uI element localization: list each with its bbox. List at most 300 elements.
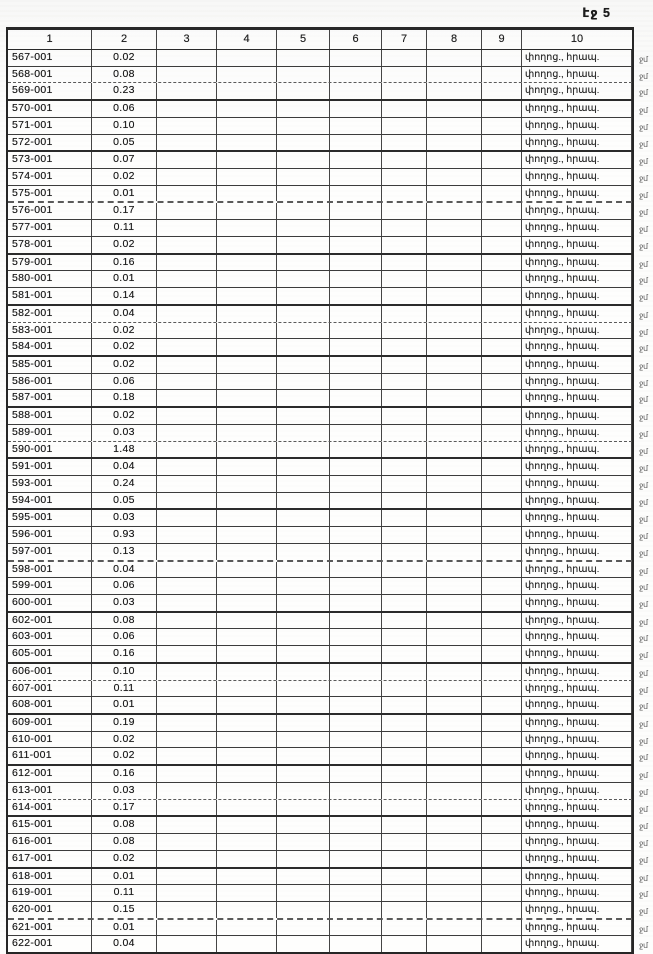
empty-cell <box>427 459 482 475</box>
empty-cell <box>330 885 382 901</box>
empty-cell <box>482 50 522 66</box>
empty-cell <box>277 629 330 645</box>
margin-mark: ջմ <box>639 480 648 490</box>
empty-cell <box>277 408 330 424</box>
empty-cell <box>482 613 522 629</box>
empty-cell <box>217 67 277 83</box>
parcel-code-cell: 616-001 <box>8 834 92 850</box>
empty-cell <box>157 390 217 406</box>
empty-cell <box>157 220 217 236</box>
table-row <box>8 442 648 460</box>
empty-cell <box>157 869 217 885</box>
empty-cell <box>217 459 277 475</box>
empty-cell <box>217 766 277 782</box>
empty-cell <box>277 783 330 799</box>
empty-cell <box>277 562 330 578</box>
empty-cell <box>382 613 427 629</box>
empty-cell <box>330 255 382 271</box>
margin-mark: ջմ <box>639 720 648 730</box>
area-value-cell: 0.03 <box>92 425 157 441</box>
empty-cell <box>382 681 427 697</box>
margin-mark: ջմ <box>639 822 648 832</box>
note-cell: փողոց., հրապ. <box>521 748 632 764</box>
column-header: 1 <box>8 30 92 49</box>
empty-cell <box>427 544 482 560</box>
empty-cell <box>427 783 482 799</box>
area-value-cell: 0.11 <box>92 681 157 697</box>
margin-mark: ջմ <box>639 259 648 269</box>
area-value-cell: 0.08 <box>92 817 157 833</box>
empty-cell <box>330 83 382 99</box>
empty-cell <box>482 118 522 134</box>
empty-cell <box>330 510 382 526</box>
empty-cell <box>482 169 522 185</box>
empty-cell <box>382 169 427 185</box>
empty-cell <box>427 50 482 66</box>
area-value-cell: 0.06 <box>92 101 157 117</box>
parcel-code-cell: 585-001 <box>8 357 92 373</box>
empty-cell <box>217 715 277 731</box>
empty-cell <box>482 510 522 526</box>
note-cell: փողոց., հրապ. <box>521 544 632 560</box>
margin-mark: ջմ <box>639 395 648 405</box>
empty-cell <box>217 50 277 66</box>
empty-cell <box>382 646 427 662</box>
table-row <box>8 697 648 715</box>
empty-cell <box>157 339 217 355</box>
margin-mark: ջմ <box>639 174 648 184</box>
empty-cell <box>217 118 277 134</box>
empty-cell <box>482 869 522 885</box>
empty-cell <box>427 646 482 662</box>
empty-cell <box>277 834 330 850</box>
empty-cell <box>277 459 330 475</box>
empty-cell <box>482 681 522 697</box>
area-value-cell: 0.03 <box>92 595 157 611</box>
column-header: 4 <box>217 30 277 49</box>
empty-cell <box>157 697 217 713</box>
parcel-code-cell: 578-001 <box>8 237 92 253</box>
parcel-code-cell: 603-001 <box>8 629 92 645</box>
empty-cell <box>482 920 522 936</box>
empty-cell <box>157 510 217 526</box>
empty-cell <box>382 374 427 390</box>
empty-cell <box>427 715 482 731</box>
empty-cell <box>157 169 217 185</box>
note-cell: փողոց., հրապ. <box>521 885 632 901</box>
empty-cell <box>277 118 330 134</box>
parcel-code-cell: 613-001 <box>8 783 92 799</box>
empty-cell <box>330 766 382 782</box>
parcel-code-cell: 609-001 <box>8 715 92 731</box>
table-row <box>8 493 648 511</box>
empty-cell <box>217 83 277 99</box>
empty-cell <box>482 936 522 952</box>
empty-cell <box>427 390 482 406</box>
note-cell: փողոց., հրապ. <box>521 783 632 799</box>
empty-cell <box>217 152 277 168</box>
empty-cell <box>382 442 427 458</box>
margin-mark: ջմ <box>639 753 648 763</box>
empty-cell <box>277 390 330 406</box>
table-row <box>8 817 648 834</box>
area-value-cell: 0.16 <box>92 646 157 662</box>
empty-cell <box>382 748 427 764</box>
note-cell: փողոց., հրապ. <box>521 186 632 202</box>
table-row <box>8 357 648 374</box>
empty-cell <box>427 442 482 458</box>
empty-cell <box>427 885 482 901</box>
parcel-code-cell: 608-001 <box>8 697 92 713</box>
note-cell: փողոց., հրապ. <box>521 664 632 680</box>
empty-cell <box>217 288 277 304</box>
empty-cell <box>427 255 482 271</box>
empty-cell <box>482 390 522 406</box>
empty-cell <box>382 544 427 560</box>
empty-cell <box>277 510 330 526</box>
empty-cell <box>427 374 482 390</box>
note-cell: փողոց., հրապ. <box>521 306 632 322</box>
empty-cell <box>217 271 277 287</box>
empty-cell <box>382 408 427 424</box>
margin-mark: ջմ <box>639 122 648 132</box>
parcel-code-cell: 588-001 <box>8 408 92 424</box>
empty-cell <box>217 851 277 867</box>
note-cell: փողոց., հրապ. <box>521 442 632 458</box>
parcel-code-cell: 567-001 <box>8 50 92 66</box>
empty-cell <box>482 697 522 713</box>
empty-cell <box>330 237 382 253</box>
table-row <box>8 135 648 153</box>
empty-cell <box>157 255 217 271</box>
area-value-cell: 0.08 <box>92 834 157 850</box>
note-cell: փողոց., հրապ. <box>521 271 632 287</box>
empty-cell <box>330 220 382 236</box>
note-cell: փողոց., հրապ. <box>521 83 632 99</box>
empty-cell <box>382 817 427 833</box>
margin-mark: ջմ <box>639 225 648 235</box>
margin-mark: ջմ <box>639 532 648 542</box>
empty-cell <box>382 306 427 322</box>
empty-cell <box>217 374 277 390</box>
empty-cell <box>482 255 522 271</box>
empty-cell <box>277 851 330 867</box>
empty-cell <box>330 646 382 662</box>
empty-cell <box>277 681 330 697</box>
empty-cell <box>277 613 330 629</box>
area-value-cell: 0.13 <box>92 544 157 560</box>
empty-cell <box>482 527 522 543</box>
margin-mark: ջմ <box>639 787 648 797</box>
empty-cell <box>277 255 330 271</box>
margin-mark: ջմ <box>639 157 648 167</box>
margin-mark: ջմ <box>639 361 648 371</box>
table-row <box>8 152 648 169</box>
empty-cell <box>330 800 382 816</box>
table-row <box>8 902 648 920</box>
area-value-cell: 0.02 <box>92 50 157 66</box>
empty-cell <box>382 578 427 594</box>
empty-cell <box>382 118 427 134</box>
area-value-cell: 0.05 <box>92 135 157 151</box>
empty-cell <box>330 271 382 287</box>
empty-cell <box>217 220 277 236</box>
empty-cell <box>277 169 330 185</box>
empty-cell <box>277 135 330 151</box>
empty-cell <box>330 902 382 918</box>
empty-cell <box>427 323 482 339</box>
empty-cell <box>382 834 427 850</box>
empty-cell <box>427 629 482 645</box>
empty-cell <box>382 851 427 867</box>
empty-cell <box>217 613 277 629</box>
empty-cell <box>482 339 522 355</box>
empty-cell <box>217 442 277 458</box>
empty-cell <box>217 748 277 764</box>
empty-cell <box>482 766 522 782</box>
empty-cell <box>157 613 217 629</box>
empty-cell <box>157 288 217 304</box>
parcel-code-cell: 619-001 <box>8 885 92 901</box>
empty-cell <box>217 255 277 271</box>
margin-mark: ջմ <box>639 873 648 883</box>
empty-cell <box>217 646 277 662</box>
empty-cell <box>157 766 217 782</box>
note-cell: փողոց., հրապ. <box>521 459 632 475</box>
empty-cell <box>217 697 277 713</box>
note-cell: փողոց., հրապ. <box>521 851 632 867</box>
area-value-cell: 0.11 <box>92 885 157 901</box>
empty-cell <box>217 510 277 526</box>
table-row <box>8 595 648 613</box>
empty-cell <box>330 869 382 885</box>
empty-cell <box>330 936 382 952</box>
empty-cell <box>427 851 482 867</box>
empty-cell <box>157 186 217 202</box>
empty-cell <box>330 374 382 390</box>
empty-cell <box>382 390 427 406</box>
empty-cell <box>157 664 217 680</box>
empty-cell <box>427 697 482 713</box>
empty-cell <box>330 408 382 424</box>
empty-cell <box>482 152 522 168</box>
empty-cell <box>382 885 427 901</box>
empty-cell <box>330 817 382 833</box>
empty-cell <box>330 697 382 713</box>
empty-cell <box>427 169 482 185</box>
margin-mark: ջմ <box>639 617 648 627</box>
empty-cell <box>427 766 482 782</box>
empty-cell <box>277 288 330 304</box>
empty-cell <box>482 374 522 390</box>
empty-cell <box>217 544 277 560</box>
note-cell: փողոց., հրապ. <box>521 67 632 83</box>
empty-cell <box>427 748 482 764</box>
empty-cell <box>427 306 482 322</box>
note-cell: փողոց., հրապ. <box>521 817 632 833</box>
empty-cell <box>382 715 427 731</box>
empty-cell <box>157 834 217 850</box>
empty-cell <box>382 152 427 168</box>
parcel-code-cell: 607-001 <box>8 681 92 697</box>
empty-cell <box>330 425 382 441</box>
table-body <box>8 50 648 952</box>
parcel-code-cell: 586-001 <box>8 374 92 390</box>
margin-mark: ջմ <box>639 497 648 507</box>
area-value-cell: 0.01 <box>92 920 157 936</box>
empty-cell <box>482 629 522 645</box>
empty-cell <box>427 800 482 816</box>
empty-cell <box>382 323 427 339</box>
empty-cell <box>277 766 330 782</box>
empty-cell <box>277 271 330 287</box>
table-row <box>8 237 648 255</box>
table-row <box>8 83 648 101</box>
empty-cell <box>330 135 382 151</box>
empty-cell <box>217 595 277 611</box>
empty-cell <box>427 613 482 629</box>
empty-cell <box>157 595 217 611</box>
empty-cell <box>217 203 277 219</box>
empty-cell <box>157 50 217 66</box>
parcel-code-cell: 614-001 <box>8 800 92 816</box>
table-row <box>8 562 648 579</box>
table-row <box>8 613 648 630</box>
note-cell: փողոց., հրապ. <box>521 562 632 578</box>
table-row <box>8 783 648 800</box>
parcel-code-cell: 591-001 <box>8 459 92 475</box>
empty-cell <box>482 732 522 748</box>
empty-cell <box>157 459 217 475</box>
empty-cell <box>157 271 217 287</box>
empty-cell <box>427 357 482 373</box>
margin-mark: ջմ <box>639 924 648 934</box>
area-value-cell: 0.07 <box>92 152 157 168</box>
area-value-cell: 0.16 <box>92 766 157 782</box>
empty-cell <box>382 766 427 782</box>
empty-cell <box>157 118 217 134</box>
empty-cell <box>382 135 427 151</box>
empty-cell <box>157 783 217 799</box>
empty-cell <box>482 237 522 253</box>
table-row <box>8 203 648 220</box>
empty-cell <box>427 67 482 83</box>
area-value-cell: 0.19 <box>92 715 157 731</box>
parcel-code-cell: 579-001 <box>8 255 92 271</box>
empty-cell <box>217 562 277 578</box>
table-row <box>8 646 648 664</box>
empty-cell <box>482 459 522 475</box>
area-value-cell: 0.02 <box>92 237 157 253</box>
empty-cell <box>330 101 382 117</box>
empty-cell <box>382 271 427 287</box>
empty-cell <box>382 902 427 918</box>
margin-mark: ջմ <box>639 55 648 64</box>
parcel-code-cell: 572-001 <box>8 135 92 151</box>
table-row <box>8 323 648 340</box>
margin-mark: ջմ <box>639 464 648 474</box>
empty-cell <box>482 101 522 117</box>
note-cell: փողոց., հրապ. <box>521 220 632 236</box>
area-value-cell: 0.02 <box>92 169 157 185</box>
table-row <box>8 544 648 562</box>
empty-cell <box>482 203 522 219</box>
empty-cell <box>330 306 382 322</box>
table-row <box>8 101 648 118</box>
margin-mark: ջմ <box>639 771 648 781</box>
empty-cell <box>157 851 217 867</box>
empty-cell <box>157 629 217 645</box>
empty-cell <box>157 800 217 816</box>
parcel-code-cell: 590-001 <box>8 442 92 458</box>
table-row <box>8 510 648 527</box>
parcel-code-cell: 598-001 <box>8 562 92 578</box>
area-value-cell: 1.48 <box>92 442 157 458</box>
empty-cell <box>382 732 427 748</box>
empty-cell <box>482 476 522 492</box>
note-cell: փողոց., հրապ. <box>521 152 632 168</box>
empty-cell <box>330 442 382 458</box>
empty-cell <box>330 50 382 66</box>
margin-mark: ջմ <box>639 429 648 439</box>
area-value-cell: 0.18 <box>92 390 157 406</box>
empty-cell <box>157 715 217 731</box>
empty-cell <box>382 83 427 99</box>
parcel-code-cell: 605-001 <box>8 646 92 662</box>
empty-cell <box>217 732 277 748</box>
empty-cell <box>427 83 482 99</box>
empty-cell <box>277 885 330 901</box>
area-value-cell: 0.04 <box>92 306 157 322</box>
parcel-code-cell: 582-001 <box>8 306 92 322</box>
parcel-code-cell: 620-001 <box>8 902 92 918</box>
empty-cell <box>277 237 330 253</box>
table-row <box>8 629 648 646</box>
empty-cell <box>482 493 522 509</box>
area-value-cell: 0.02 <box>92 732 157 748</box>
margin-mark: ջմ <box>639 583 648 593</box>
empty-cell <box>382 783 427 799</box>
empty-cell <box>277 339 330 355</box>
column-header: 7 <box>382 30 427 49</box>
empty-cell <box>482 800 522 816</box>
note-cell: փողոց., հրապ. <box>521 595 632 611</box>
parcel-code-cell: 610-001 <box>8 732 92 748</box>
empty-cell <box>427 118 482 134</box>
table-row <box>8 67 648 84</box>
table-row <box>8 339 648 357</box>
note-cell: փողոց., հրապ. <box>521 629 632 645</box>
empty-cell <box>330 783 382 799</box>
empty-cell <box>427 817 482 833</box>
margin-mark: ջմ <box>639 190 648 200</box>
empty-cell <box>277 425 330 441</box>
empty-cell <box>330 186 382 202</box>
empty-cell <box>217 493 277 509</box>
note-cell: փողոց., հրապ. <box>521 936 632 952</box>
table-row <box>8 220 648 237</box>
table-row <box>8 425 648 442</box>
margin-mark: ջմ <box>639 327 648 337</box>
empty-cell <box>217 169 277 185</box>
parcel-code-cell: 569-001 <box>8 83 92 99</box>
parcel-code-cell: 615-001 <box>8 817 92 833</box>
area-value-cell: 0.93 <box>92 527 157 543</box>
empty-cell <box>217 834 277 850</box>
empty-cell <box>482 562 522 578</box>
area-value-cell: 0.08 <box>92 613 157 629</box>
note-cell: փողոց., հրապ. <box>521 834 632 850</box>
